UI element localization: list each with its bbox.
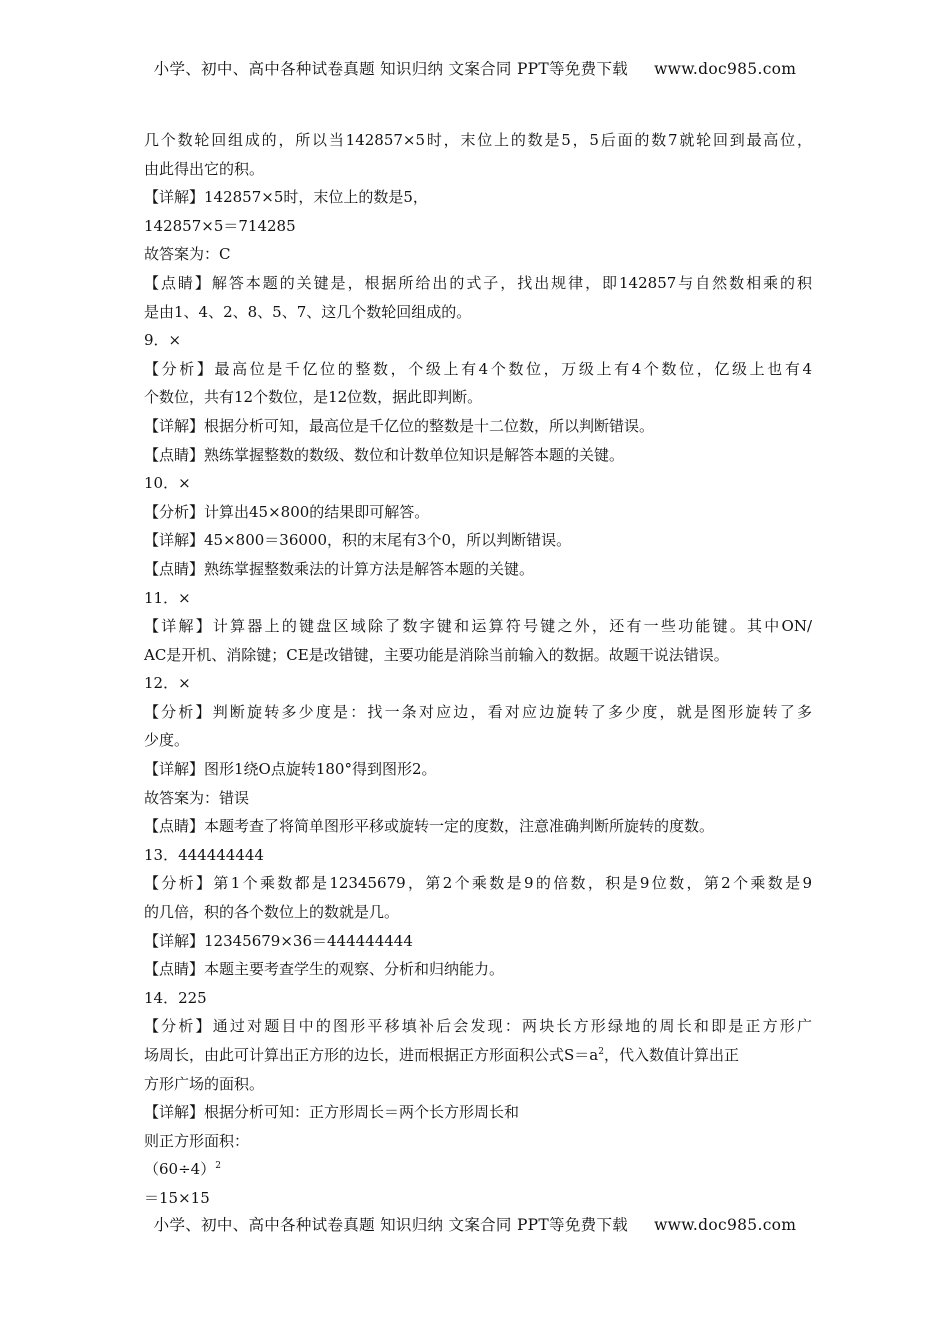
text-line: 【详解】45×800＝36000，积的末尾有3个0，所以判断错误。 <box>144 531 572 550</box>
exponent: 2 <box>598 1047 604 1057</box>
text-line: ＝15×15 <box>144 1188 210 1207</box>
footer-text: 小学、初中、高中各种试卷真题 知识归纳 文案合同 PPT等免费下载 <box>153 1216 629 1234</box>
text-line: 【详解】12345679×36＝444444444 <box>144 931 413 950</box>
text-line-formula: 场周长，由此可计算出正方形的边长，进而根据正方形面积公式$S=a^2$，代入数值计算出正 <box>144 1046 739 1064</box>
text-line: 少度。 <box>144 731 190 750</box>
text-line: 【点睛】本题主要考查学生的观察、分析和归纳能力。 <box>144 960 505 979</box>
text-line: 故答案为：错误 <box>144 788 250 807</box>
question-number: 9．× <box>144 331 182 350</box>
text-line-formula: $(60\div 4)^2$ <box>144 1160 221 1179</box>
text-line: 【详解】计算器上的键盘区域除了数字键和运算符号键之外，还有一些功能键。其中ON/ <box>144 617 812 636</box>
document-body <box>144 126 812 1213</box>
question-number: 10．× <box>144 474 191 493</box>
text-line: 【分析】第1个乘数都是12345679，第2个乘数是9的倍数，积是9位数，第2个乘数是9 <box>144 874 812 893</box>
text-line: 【点睛】熟练掌握整数乘法的计算方法是解答本题的关键。 <box>144 559 535 578</box>
text-line: 由此得出它的积。 <box>144 159 265 178</box>
text-line: 142857×5＝714285 <box>144 216 296 235</box>
text-line: 【分析】计算出45×800的结果即可解答。 <box>144 502 430 521</box>
exponent: 2 <box>215 1161 221 1172</box>
text-line: 【分析】通过对题目中的图形平移填补后会发现：两块长方形绿地的周长和即是正方形广 <box>144 1017 812 1036</box>
text-line: 【分析】判断旋转多少度是：找一条对应边，看对应边旋转了多少度，就是图形旋转了多 <box>144 702 812 721</box>
text-line: 【详解】142857×5时，末位上的数是5， <box>144 188 428 207</box>
text-line: 【详解】根据分析可知：正方形周长＝两个长方形周长和 <box>144 1103 520 1122</box>
text-line: 故答案为：C <box>144 245 231 264</box>
text-line: 个数位，共有12个数位，是12位数，据此即判断。 <box>144 388 483 407</box>
text-line: 【点睛】本题考查了将简单图形平移或旋转一定的度数，注意准确判断所旋转的度数。 <box>144 817 715 836</box>
text-line: 【分析】最高位是千亿位的整数，个级上有4个数位，万级上有4个数位，亿级上也有4 <box>144 359 812 378</box>
question-number: 13．444444444 <box>144 845 264 864</box>
text-line: 几个数轮回组成的，所以当142857×5时，末位上的数是5，5后面的数7就轮回到最高位， <box>144 131 812 149</box>
header-url: www.doc985.com <box>654 60 797 78</box>
text-line: 【点睛】解答本题的关键是，根据所给出的式子，找出规律，即142857与自然数相乘的积 <box>144 273 812 292</box>
header-text: 小学、初中、高中各种试卷真题 知识归纳 文案合同 PPT等免费下载 <box>153 60 629 78</box>
question-number: 12．× <box>144 674 191 693</box>
footer-url: www.doc985.com <box>654 1216 797 1234</box>
text-line: AC是开机、消除键；CE是改错键，主要功能是消除当前输入的数据。故题干说法错误。 <box>144 645 729 664</box>
page-header <box>0 57 950 79</box>
text-line: 则正方形面积： <box>144 1131 250 1150</box>
text-line: 【详解】根据分析可知，最高位是千亿位的整数是十二位数，所以判断错误。 <box>144 416 655 435</box>
page-footer <box>0 1213 950 1235</box>
text-line: 【点睛】熟练掌握整数的数级、数位和计数单位知识是解答本题的关键。 <box>144 445 625 464</box>
question-number: 14．225 <box>144 988 207 1007</box>
text-line: 的几倍，积的各个数位上的数就是几。 <box>144 903 400 922</box>
text-line: 【详解】图形1绕O点旋转180°得到图形2。 <box>144 760 437 779</box>
question-number: 11．× <box>144 588 191 607</box>
text-line: 方形广场的面积。 <box>144 1074 265 1093</box>
text-line: 是由1、4、2、8、5、7、这几个数轮回组成的。 <box>144 302 472 321</box>
